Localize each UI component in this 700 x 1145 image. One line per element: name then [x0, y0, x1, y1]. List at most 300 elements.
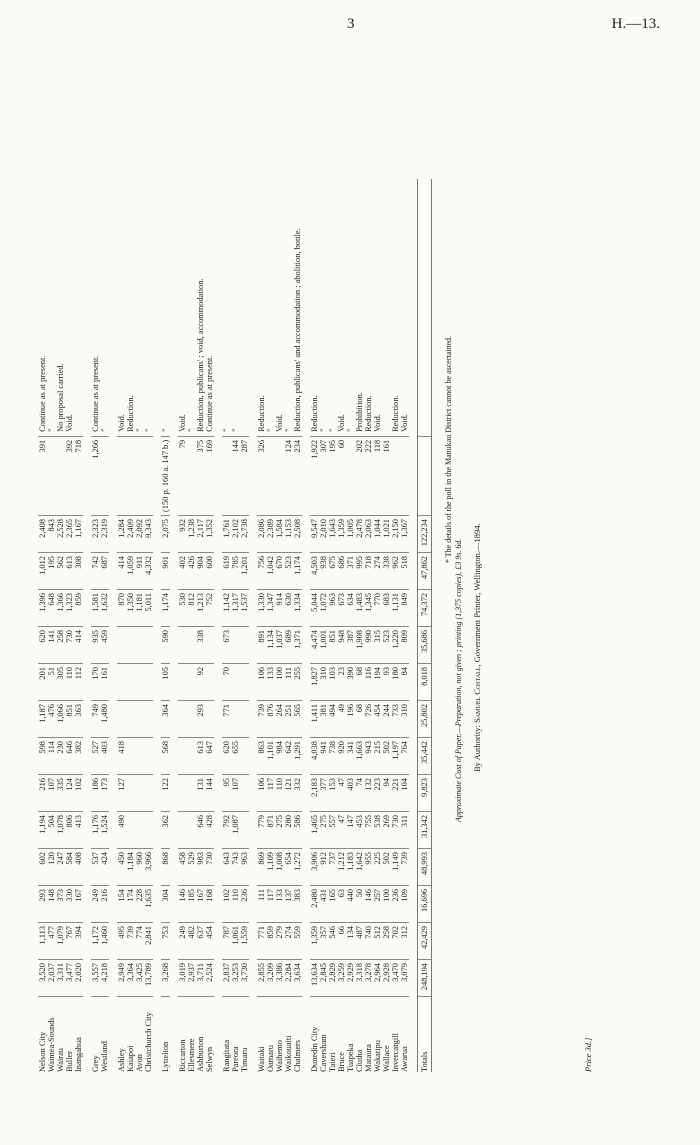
group-spacer: [109, 179, 117, 1072]
value-cell: 2,284: [284, 960, 293, 997]
value-cell: [126, 436, 135, 515]
table-row: [187, 179, 196, 1072]
value-cell: 63: [337, 886, 346, 923]
value-cell: 51: [47, 664, 56, 701]
value-cell: 167: [74, 886, 83, 923]
value-cell: 50: [355, 886, 364, 923]
value-cell: 962: [391, 553, 400, 590]
value-cell: 774: [135, 923, 144, 960]
value-cell: 1,174: [161, 590, 170, 627]
value-cell: 35,442: [418, 738, 432, 775]
table-row: [337, 179, 346, 1072]
value-cell: 792: [222, 812, 231, 849]
value-cell: [240, 775, 249, 812]
value-cell: 1,347: [266, 590, 275, 627]
value-cell: 785: [231, 553, 240, 590]
value-cell: 3,318: [355, 960, 364, 997]
district-name: Rangitata: [222, 1039, 231, 1072]
table-body: [38, 179, 432, 1072]
district-name: Selwyn: [205, 1046, 214, 1072]
district-name: Waitaki: [257, 1046, 266, 1072]
value-cell: 752: [205, 590, 214, 627]
value-cell: 1,317: [231, 590, 240, 627]
district-name: Waikouaiti: [284, 1035, 293, 1072]
value-cell: 739: [126, 923, 135, 960]
value-cell: 287: [240, 436, 249, 515]
value-cell: 654: [284, 849, 293, 886]
value-cell: 402: [178, 553, 187, 590]
value-cell: 1,483: [355, 590, 364, 627]
value-cell: 3,268: [161, 960, 170, 997]
totals-row: [418, 179, 432, 1072]
value-cell: 871: [266, 812, 275, 849]
remark-cell: Reduction, publicans' and accommodation ; abolition, bottle.: [293, 179, 302, 437]
price-label: Price 3d.]: [583, 1037, 593, 1072]
value-cell: 1,174: [293, 553, 302, 590]
value-cell: 102: [222, 886, 231, 923]
value-cell: 403: [100, 738, 109, 775]
value-cell: 490: [117, 812, 126, 849]
value-cell: 2,150: [391, 516, 400, 553]
value-cell: 1,352: [205, 516, 214, 553]
value-cell: [144, 775, 153, 812]
value-cell: [135, 664, 144, 701]
value-cell: 2,964: [373, 960, 382, 997]
value-cell: 530: [178, 590, 187, 627]
value-cell: 771: [222, 701, 231, 738]
value-cell: 1,212: [337, 849, 346, 886]
value-cell: 274: [284, 923, 293, 960]
value-cell: 529: [187, 849, 196, 886]
district-name: Bruce: [337, 1052, 346, 1072]
district-name: Buller: [65, 1051, 74, 1072]
value-cell: 487: [355, 923, 364, 960]
table-row: [47, 179, 56, 1072]
value-cell: 637: [196, 923, 205, 960]
value-cell: 280: [284, 812, 293, 849]
value-cell: 9,823: [418, 775, 432, 812]
value-cell: 2,845: [319, 960, 328, 997]
value-cell: 408: [74, 849, 83, 886]
district-name: Westland: [100, 1041, 109, 1072]
value-cell: 137: [284, 886, 293, 923]
value-cell: [178, 775, 187, 812]
value-cell: 3,386: [275, 960, 284, 997]
value-cell: 13,634: [310, 960, 319, 997]
value-cell: 675: [328, 553, 337, 590]
value-cell: 221: [391, 775, 400, 812]
value-cell: 122,234: [418, 516, 432, 553]
value-cell: 983: [196, 849, 205, 886]
value-cell: 74,372: [418, 590, 432, 627]
value-cell: 565: [293, 701, 302, 738]
value-cell: 742: [91, 553, 100, 590]
value-cell: 110: [65, 664, 74, 701]
value-cell: 3,278: [364, 960, 373, 997]
value-cell: 117: [266, 886, 275, 923]
value-cell: 258: [56, 627, 65, 664]
authority-suffix: , Government Printer, Wellington.—1894.: [472, 523, 482, 667]
district-name: Riccarton: [178, 1039, 187, 1072]
remark-cell: ": [144, 179, 153, 437]
value-cell: 482: [187, 923, 196, 960]
value-cell: 523: [284, 553, 293, 590]
table-row: [135, 179, 144, 1072]
value-cell: 1,761: [222, 516, 231, 553]
value-cell: 2,855: [257, 960, 266, 997]
value-cell: 718: [364, 553, 373, 590]
value-cell: [117, 701, 126, 738]
group-spacer: [249, 179, 257, 1072]
value-cell: 557: [328, 812, 337, 849]
value-cell: 901: [161, 553, 170, 590]
value-cell: 110: [231, 886, 240, 923]
table-row: [293, 179, 302, 1072]
value-cell: 236: [240, 886, 249, 923]
value-cell: [418, 436, 432, 515]
district-name: Clutha: [355, 1049, 364, 1072]
value-cell: [135, 775, 144, 812]
remark-cell: Void.: [275, 179, 284, 437]
value-cell: 121: [284, 775, 293, 812]
value-cell: 8,018: [418, 664, 432, 701]
value-cell: 634: [346, 590, 355, 627]
value-cell: 390: [346, 664, 355, 701]
value-cell: [187, 436, 196, 515]
value-cell: [178, 664, 187, 701]
district-name: Ellesmere: [187, 1038, 196, 1072]
value-cell: 642: [284, 738, 293, 775]
value-cell: 413: [74, 812, 83, 849]
value-cell: 49: [337, 701, 346, 738]
value-cell: 809: [400, 627, 409, 664]
value-cell: 92: [196, 664, 205, 701]
value-cell: 620: [222, 738, 231, 775]
table-row: [231, 179, 240, 1072]
value-cell: 502: [382, 849, 391, 886]
value-cell: 646: [65, 738, 74, 775]
value-cell: 4,474: [310, 627, 319, 664]
value-cell: 458: [178, 849, 187, 886]
table-row: [346, 179, 355, 1072]
value-cell: 1,072: [319, 590, 328, 627]
value-cell: 1,059: [126, 553, 135, 590]
table-row: [144, 179, 153, 1072]
district-name: Waimea-Sounds: [47, 1017, 56, 1072]
value-cell: [187, 738, 196, 775]
value-cell: 122: [161, 775, 170, 812]
value-cell: 546: [328, 923, 337, 960]
value-cell: 963: [328, 590, 337, 627]
value-cell: 1,643: [328, 516, 337, 553]
value-cell: 357: [319, 923, 328, 960]
value-cell: 144: [205, 775, 214, 812]
value-cell: 911: [135, 553, 144, 590]
value-cell: 79: [178, 436, 187, 515]
value-cell: 1,021: [382, 516, 391, 553]
value-cell: 186: [91, 775, 100, 812]
spacer-cell: [83, 179, 91, 1072]
value-cell: 70: [222, 664, 231, 701]
value-cell: 730: [205, 849, 214, 886]
value-cell: 1,078: [56, 812, 65, 849]
remark-cell: Void.: [373, 179, 382, 437]
value-cell: 315: [373, 627, 382, 664]
value-cell: 537: [91, 849, 100, 886]
value-cell: 269: [382, 812, 391, 849]
remark-cell: Reduction, publicans' ; void, accommodation.: [196, 179, 205, 437]
value-cell: 863: [257, 738, 266, 775]
value-cell: 4,038: [310, 738, 319, 775]
value-cell: [100, 436, 109, 515]
value-cell: 84: [400, 664, 409, 701]
value-cell: 920: [337, 738, 346, 775]
value-cell: 244: [382, 701, 391, 738]
remark-cell: Reduction.: [310, 179, 319, 437]
value-cell: 106: [257, 775, 266, 812]
value-cell: 749: [91, 701, 100, 738]
value-cell: 1,134: [266, 627, 275, 664]
value-cell: (150 p. 160 a. 147 b.): [161, 436, 170, 515]
value-cell: 2,841: [144, 923, 153, 960]
value-cell: 2,508: [293, 516, 302, 553]
value-cell: 3,019: [178, 960, 187, 997]
value-cell: 2,010: [319, 516, 328, 553]
value-cell: 5,011: [144, 590, 153, 627]
value-cell: [126, 701, 135, 738]
value-cell: [222, 436, 231, 515]
district-name: Invercargill: [391, 1033, 400, 1072]
group-spacer: [214, 179, 222, 1072]
value-cell: 1,537: [240, 590, 249, 627]
value-cell: 1,334: [293, 590, 302, 627]
value-cell: 2,319: [100, 516, 109, 553]
value-cell: 167: [196, 886, 205, 923]
value-cell: 375: [196, 436, 205, 515]
value-cell: 144: [231, 436, 240, 515]
value-cell: 2,020: [74, 960, 83, 997]
value-cell: 743: [231, 849, 240, 886]
value-cell: 312: [400, 923, 409, 960]
value-cell: 133: [275, 886, 284, 923]
value-cell: 148: [47, 886, 56, 923]
district-name: Caversham: [319, 1034, 328, 1072]
remark-cell: ": [135, 179, 144, 437]
value-cell: [135, 812, 144, 849]
page-number: 3: [347, 16, 355, 32]
value-cell: 23: [337, 664, 346, 701]
value-cell: 683: [382, 590, 391, 627]
value-cell: 1,184: [126, 849, 135, 886]
remark-cell: Continue as at present.: [91, 179, 100, 437]
value-cell: 1,187: [38, 701, 47, 738]
value-cell: 230: [56, 738, 65, 775]
value-cell: 3,470: [391, 960, 400, 997]
spacer-cell: [302, 179, 310, 1072]
value-cell: 364: [161, 701, 170, 738]
value-cell: [391, 436, 400, 515]
value-cell: 440: [346, 886, 355, 923]
value-cell: 955: [364, 849, 373, 886]
value-cell: 195: [328, 436, 337, 515]
value-cell: 275: [275, 812, 284, 849]
value-cell: 371: [346, 553, 355, 590]
value-cell: [266, 436, 275, 515]
value-cell: 133: [266, 664, 275, 701]
value-cell: 428: [205, 812, 214, 849]
value-cell: 248,194: [418, 960, 432, 997]
table-row: [240, 179, 249, 1072]
value-cell: 512: [373, 923, 382, 960]
value-cell: 387: [346, 627, 355, 664]
value-cell: 2,829: [328, 960, 337, 997]
value-cell: 107: [231, 775, 240, 812]
value-cell: 600: [205, 553, 214, 590]
spacer-cell: [170, 179, 178, 1072]
value-cell: 31,342: [418, 812, 432, 849]
district-name: Christchurch City: [144, 1012, 153, 1072]
value-cell: 196: [346, 701, 355, 738]
value-cell: 859: [74, 590, 83, 627]
value-cell: 110: [275, 775, 284, 812]
value-cell: [205, 701, 214, 738]
value-cell: 132: [364, 775, 373, 812]
value-cell: [126, 812, 135, 849]
value-cell: 426: [187, 553, 196, 590]
value-cell: 648: [47, 590, 56, 627]
value-cell: 153: [328, 775, 337, 812]
table-row: [328, 179, 337, 1072]
value-cell: 391: [38, 436, 47, 515]
value-cell: 613: [65, 553, 74, 590]
value-cell: 249: [178, 923, 187, 960]
value-cell: 2,524: [205, 960, 214, 997]
value-cell: [346, 436, 355, 515]
table-row: [38, 179, 47, 1072]
footnote-manukau: * The details of the poll in the Manukau District cannot be ascertained.: [444, 335, 453, 564]
value-cell: 257: [373, 886, 382, 923]
value-cell: 48,993: [418, 849, 432, 886]
value-cell: 1,131: [391, 590, 400, 627]
district-name: Oamaru: [266, 1045, 275, 1072]
value-cell: 3,906: [310, 849, 319, 886]
value-cell: 1,559: [240, 923, 249, 960]
value-cell: 201: [38, 664, 47, 701]
value-cell: 655: [231, 738, 240, 775]
value-cell: 647: [205, 738, 214, 775]
value-cell: 94: [382, 775, 391, 812]
value-cell: 2,837: [222, 960, 231, 997]
value-cell: 1,827: [310, 664, 319, 701]
value-cell: 590: [161, 627, 170, 664]
value-cell: 185: [187, 886, 196, 923]
value-cell: 502: [382, 738, 391, 775]
value-cell: 307: [319, 436, 328, 515]
value-cell: 454: [373, 701, 382, 738]
value-cell: 738: [328, 738, 337, 775]
value-cell: 1,635: [144, 886, 153, 923]
value-cell: 1,042: [266, 553, 275, 590]
value-cell: 13,789: [144, 960, 153, 997]
rotated-table-region: [38, 47, 608, 1072]
value-cell: 66: [337, 923, 346, 960]
value-cell: 1,323: [65, 590, 74, 627]
value-cell: 941: [319, 738, 328, 775]
value-cell: 476: [47, 701, 56, 738]
group-spacer: [83, 179, 91, 1072]
value-cell: 414: [74, 627, 83, 664]
value-cell: 1,012: [38, 553, 47, 590]
value-cell: 274: [373, 553, 382, 590]
footnote-cost: Approximate Cost of Paper.—Preparation, not given ; printing (1,375 copies), £3 9s. 6d.: [454, 538, 463, 822]
value-cell: 598: [38, 738, 47, 775]
value-cell: 740: [364, 923, 373, 960]
value-cell: 2,323: [91, 516, 100, 553]
value-cell: 3,079: [400, 960, 409, 997]
value-cell: 104: [400, 775, 409, 812]
district-name: Waihemo: [275, 1040, 284, 1072]
table-row: [100, 179, 109, 1072]
value-cell: 93: [382, 664, 391, 701]
value-cell: 876: [266, 701, 275, 738]
value-cell: 1,584: [275, 516, 284, 553]
table-row: [65, 179, 74, 1072]
value-cell: 914: [275, 590, 284, 627]
value-cell: 117: [266, 775, 275, 812]
table-row: [382, 179, 391, 1072]
value-cell: 673: [222, 627, 231, 664]
remark-cell: ": [328, 179, 337, 437]
value-cell: 247: [56, 849, 65, 886]
remark-cell: ": [161, 179, 170, 437]
value-cell: [240, 701, 249, 738]
authority-line: [472, 47, 482, 772]
value-cell: 120: [47, 849, 56, 886]
value-cell: 338: [196, 627, 205, 664]
value-cell: 293: [196, 701, 205, 738]
value-cell: 771: [257, 923, 266, 960]
value-cell: 403: [346, 775, 355, 812]
table-row: [56, 179, 65, 1072]
value-cell: [205, 627, 214, 664]
value-cell: 1,167: [74, 516, 83, 553]
value-cell: 124: [65, 775, 74, 812]
remark-cell: ": [319, 179, 328, 437]
value-cell: 859: [266, 923, 275, 960]
value-cell: 112: [74, 664, 83, 701]
remark-cell: ": [266, 179, 275, 437]
value-cell: 504: [47, 812, 56, 849]
remark-cell: [74, 179, 83, 437]
value-cell: 990: [364, 627, 373, 664]
value-cell: 326: [257, 436, 266, 515]
value-cell: 3,364: [126, 960, 135, 997]
value-cell: 2,183: [310, 775, 319, 812]
value-cell: 3,966: [144, 849, 153, 886]
value-cell: 453: [355, 812, 364, 849]
value-cell: 114: [47, 738, 56, 775]
value-cell: 4,503: [310, 553, 319, 590]
value-cell: 335: [56, 775, 65, 812]
value-cell: [144, 627, 153, 664]
value-cell: [126, 738, 135, 775]
value-cell: 584: [65, 849, 74, 886]
value-cell: [56, 436, 65, 515]
value-cell: [144, 436, 153, 515]
value-cell: 963: [240, 849, 249, 886]
table-row: [205, 179, 214, 1072]
value-cell: 168: [205, 886, 214, 923]
